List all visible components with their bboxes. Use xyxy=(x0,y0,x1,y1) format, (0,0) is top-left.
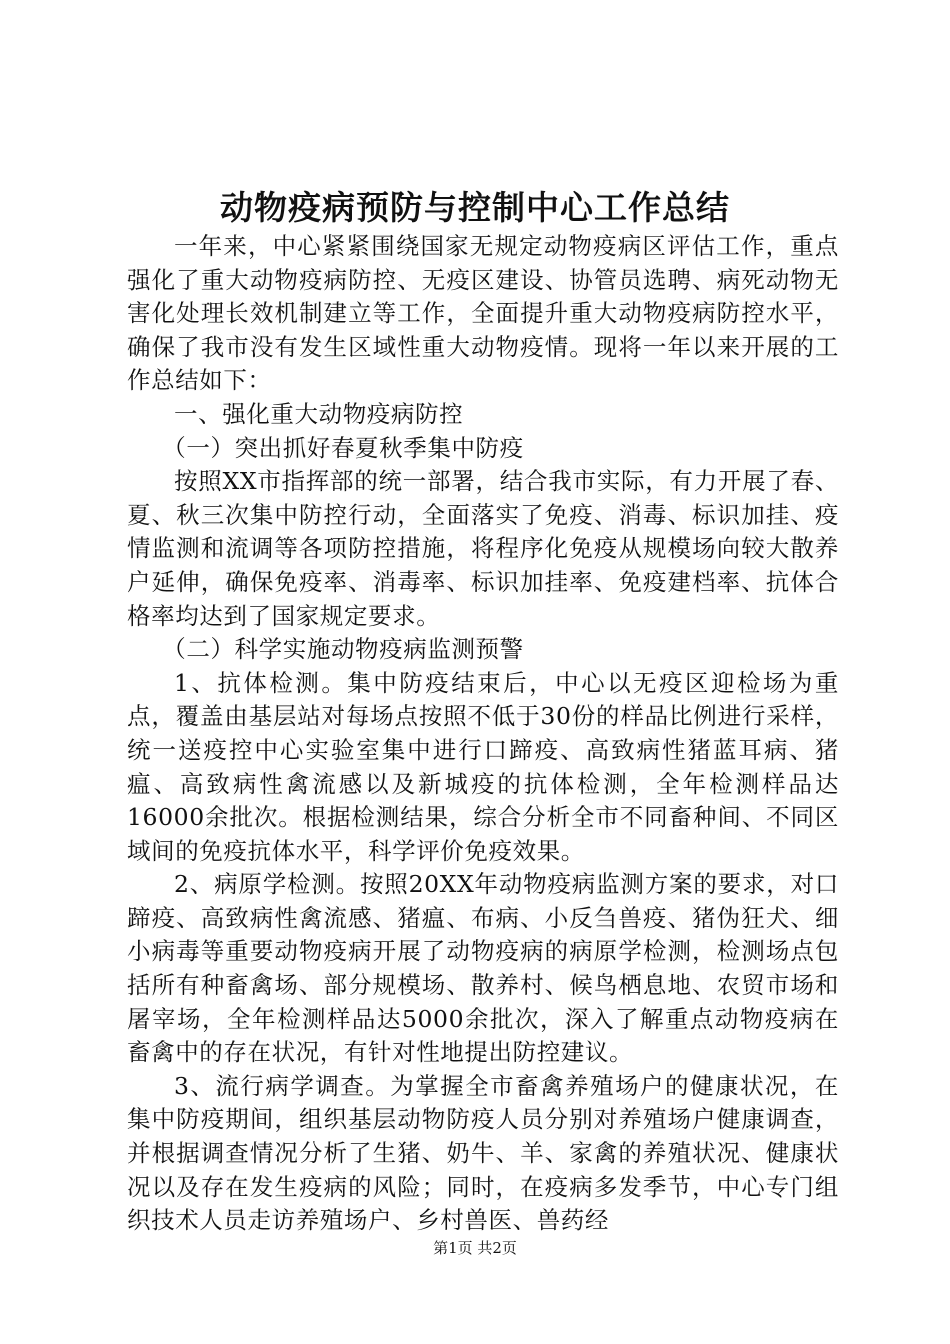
paragraph-epidemiological-survey: 3、流行病学调查。为掌握全市畜禽养殖场户的健康状况，在集中防疫期间，组织基层动物防疫人员分别对养殖场户健康调查，并根据调查情况分析了生猪、奶牛、羊、家禽的养殖状况、健康状况以及存在发生疫病的风险；同时，在疫病多发季节，中心专门组织技术人员走访养殖场户、乡村兽医、兽药经 xyxy=(127,1071,839,1235)
paragraph-pathogen-testing: 2、病原学检测。按照20XX年动物疫病监测方案的要求，对口蹄疫、高致病性禽流感、猪瘟、布病、小反刍兽疫、猪伪狂犬、细小病毒等重要动物疫病开展了动物疫病的病原学检测，检测场点包括所有种畜禽场、部分规模场、散养村、候鸟栖息地、农贸市场和屠宰场，全年检测样品达5000余批次，深入了解重点动物疫病在畜禽中的存在状况，有针对性地提出防控建议。 xyxy=(127,870,839,1067)
section-heading-1: 一、强化重大动物疫病防控 xyxy=(174,399,464,428)
subsection-heading-2: （二）科学实施动物疫病监测预警 xyxy=(162,635,524,664)
page-footer: 第1页 共2页 xyxy=(433,1239,517,1257)
document-title: 动物疫病预防与控制中心工作总结 xyxy=(220,188,730,227)
document-body xyxy=(127,230,839,1238)
paragraph-spring-autumn-prevention: 按照XX市指挥部的统一部署，结合我市实际，有力开展了春、夏、秋三次集中防控行动，全面落实了免疫、消毒、标识加挂、疫情监测和流调等各项防控措施，将程序化免疫从规模场向较大散养户延伸，确保免疫率、消毒率、标识加挂率、免疫建档率、抗体合格率均达到了国家规定要求。 xyxy=(127,467,839,630)
paragraph-antibody-testing: 1、抗体检测。集中防疫结束后，中心以无疫区迎检场为重点，覆盖由基层站对每场点按照不低于30份的样品比例进行采样，统一送疫控中心实验室集中进行口蹄疫、高致病性猪蓝耳病、猪瘟、高致病性禽流感以及新城疫的抗体检测，全年检测样品达16000余批次。根据检测结果，综合分析全市不同畜种间、不同区域间的免疫抗体水平，科学评价免疫效果。 xyxy=(127,668,839,865)
intro-paragraph: 一年来，中心紧紧围绕国家无规定动物疫病区评估工作，重点强化了重大动物疫病防控、无疫区建设、协管员选聘、病死动物无害化处理长效机制建立等工作，全面提升重大动物疫病防控水平，确保了我市没有发生区域性重大动物疫情。现将一年以来开展的工作总结如下： xyxy=(127,232,839,395)
subsection-heading-1: （一）突出抓好春夏秋季集中防疫 xyxy=(162,433,524,462)
